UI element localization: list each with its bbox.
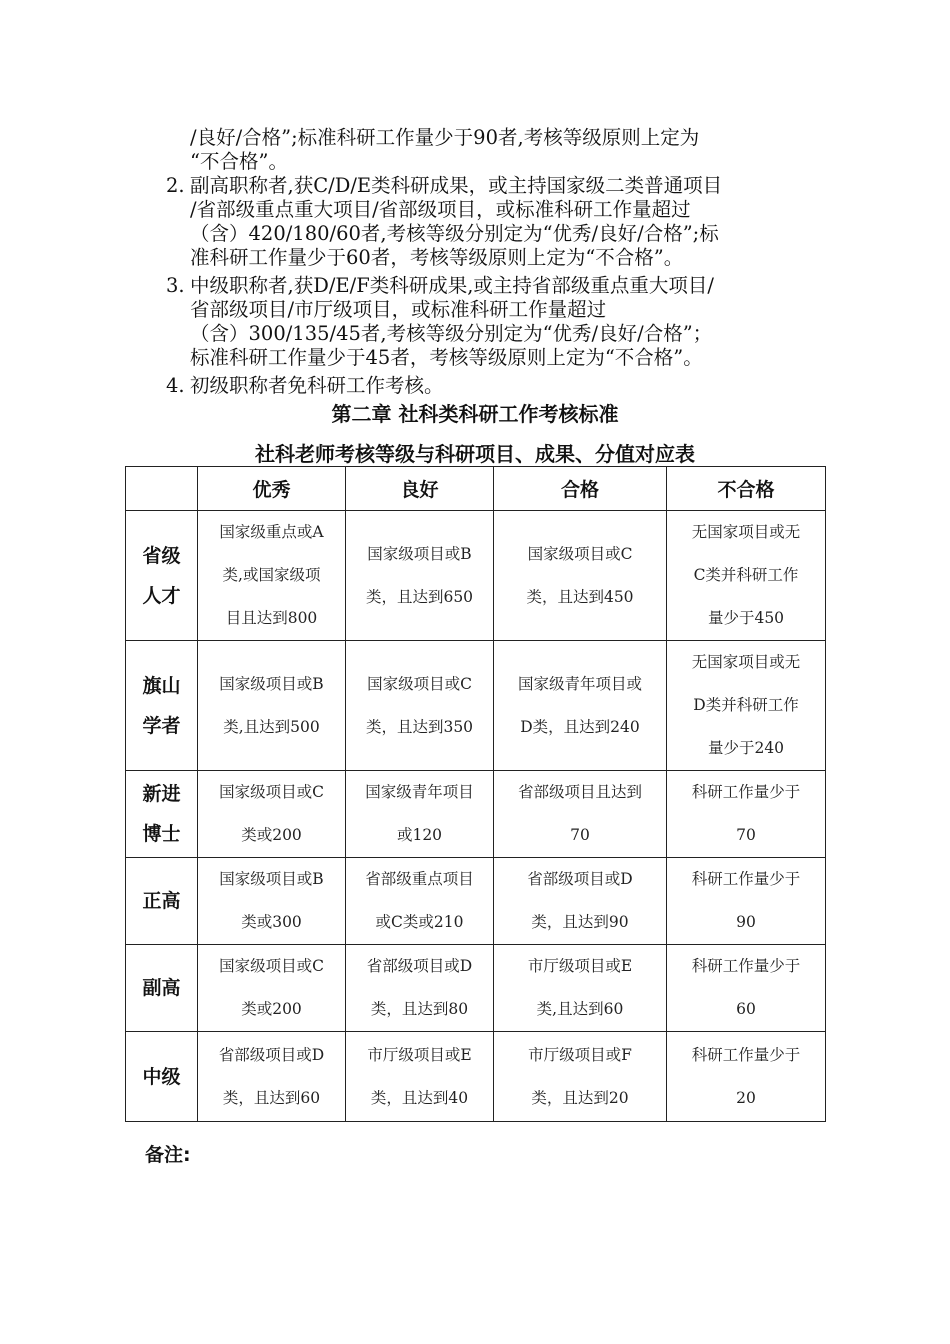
cell-line: 国家级重点或A	[219, 523, 324, 541]
table-cell	[667, 511, 826, 641]
cell-line: D类，且达到240	[520, 717, 640, 736]
cell-line: 类，且达到60	[222, 1088, 321, 1107]
list-line: /省部级重点重大项目/省部级项目，或标准科研工作量超过	[190, 198, 691, 221]
row-label-line: 省级	[142, 544, 181, 567]
table-cell	[494, 511, 667, 641]
header-cell: 合格	[494, 467, 667, 511]
table-cell	[494, 858, 667, 945]
cell-line: 类,且达到60	[536, 1000, 624, 1018]
table-cell	[198, 771, 346, 858]
cell-line: 目且达到800	[225, 609, 318, 627]
cell-line: 市厅级项目或E	[367, 1045, 472, 1064]
table-cell	[494, 771, 667, 858]
cell-line: 70	[736, 826, 756, 844]
note-label: 备注:	[145, 1144, 191, 1166]
header-cell: 不合格	[667, 467, 826, 511]
cell-line: 类，且达到650	[365, 587, 474, 606]
table-cell	[198, 641, 346, 771]
cell-line: 市厅级项目或F	[528, 1045, 632, 1064]
cell-line: 国家级青年项目	[365, 783, 474, 801]
table-row	[126, 641, 826, 771]
table-title: 社科老师考核等级与科研项目、成果、分值对应表	[255, 442, 695, 466]
cell-line: 类，且达到90	[531, 913, 629, 931]
continuation-line: “不合格”。	[190, 150, 288, 173]
cell-line: 量少于240	[707, 739, 785, 757]
cell-line: 90	[736, 913, 756, 931]
cell-line: 类，且达到450	[526, 587, 634, 606]
table-cell	[346, 641, 494, 771]
row-label-line: 博士	[142, 823, 181, 845]
cell-line: D类并科研工作	[693, 696, 799, 714]
cell-line: 省部级项目或D	[527, 870, 633, 888]
cell-line: 类或200	[241, 1000, 302, 1018]
cell-line: 省部级项目或D	[218, 1045, 325, 1064]
cell-line: 20	[736, 1088, 756, 1107]
row-label	[126, 771, 198, 858]
list-line: （含）420/180/60者,考核等级分别定为“优秀/良好/合格”;标	[190, 222, 719, 245]
row-label-line: 人才	[142, 584, 181, 607]
table-cell	[667, 771, 826, 858]
table-cell	[667, 641, 826, 771]
header-cell	[126, 467, 198, 511]
table-cell	[346, 511, 494, 641]
cell-line: 类，且达到350	[365, 717, 474, 736]
table-cell	[494, 641, 667, 771]
list-line: 中级职称者,获D/E/F类科研成果,或主持省部级重点重大项目/	[190, 274, 715, 297]
cell-line: 国家级青年项目或	[517, 674, 642, 693]
table-cell	[198, 858, 346, 945]
list-item-2	[166, 174, 810, 270]
cell-line: 无国家项目或无	[691, 523, 801, 541]
row-label-line: 副高	[142, 977, 181, 999]
cell-line: 量少于450	[707, 609, 785, 627]
cell-line: 类或300	[241, 913, 302, 931]
row-label-line: 中级	[142, 1065, 181, 1088]
cell-line: 国家级项目或C	[367, 674, 472, 693]
cell-line: 60	[736, 1000, 756, 1018]
row-label	[126, 641, 198, 771]
cell-line: 或C类或210	[375, 913, 464, 931]
row-label-line: 新进	[142, 783, 181, 805]
table-row	[126, 1032, 826, 1122]
header-cell: 优秀	[198, 467, 346, 511]
cell-line: 国家级项目或C	[527, 544, 633, 563]
cell-line: 70	[570, 826, 590, 844]
table-row	[126, 511, 826, 641]
table-cell	[198, 511, 346, 641]
cell-line: 国家级项目或C	[219, 783, 324, 801]
cell-line: 国家级项目或C	[219, 957, 324, 975]
table-cell	[494, 1032, 667, 1122]
cell-line: 科研工作量少于	[691, 783, 801, 801]
row-label	[126, 511, 198, 641]
cell-line: 无国家项目或无	[691, 653, 801, 671]
cell-line: 省部级项目或D	[366, 957, 473, 975]
cell-line: 国家级项目或B	[219, 674, 324, 693]
cell-line: 类，且达到20	[531, 1088, 629, 1107]
list-item-4	[166, 374, 810, 398]
cell-line: 国家级项目或B	[219, 870, 324, 888]
row-label-line: 正高	[142, 890, 181, 912]
cell-line: 类或200	[241, 826, 302, 844]
table-row	[126, 771, 826, 858]
cell-line: 科研工作量少于	[691, 1045, 801, 1064]
intro-continuation	[190, 126, 810, 174]
table-header-row	[126, 467, 826, 511]
table-cell	[198, 1032, 346, 1122]
row-label-line: 学者	[142, 714, 181, 737]
list-number: 4.	[166, 374, 185, 397]
table-cell	[198, 945, 346, 1032]
table-row	[126, 858, 826, 945]
list-item-3	[166, 274, 810, 370]
table-cell	[346, 771, 494, 858]
row-label-line: 旗山	[142, 674, 181, 697]
cell-line: 类,且达到500	[223, 717, 320, 736]
cell-line: 科研工作量少于	[691, 870, 801, 888]
table-cell	[667, 858, 826, 945]
list-line: （含）300/135/45者,考核等级分别定为“优秀/良好/合格”；	[190, 322, 713, 345]
row-label	[126, 945, 198, 1032]
chapter-title: 第二章 社科类科研工作考核标准	[331, 402, 619, 426]
list-line: 省部级项目/市厅级项目，或标准科研工作量超过	[190, 298, 607, 321]
cell-line: 或120	[396, 826, 443, 844]
continuation-line: /良好/合格”;标准科研工作量少于90者,考核等级原则上定为	[190, 126, 700, 149]
cell-line: 类，且达到80	[370, 1000, 469, 1018]
cell-line: 省部级重点项目	[365, 870, 474, 888]
list-number: 3.	[166, 274, 185, 297]
cell-line: 类,或国家级项	[222, 566, 321, 584]
list-line: 标准科研工作量少于45者，考核等级原则上定为“不合格”。	[190, 346, 703, 369]
cell-line: 类，且达到40	[370, 1088, 469, 1107]
table-cell	[346, 1032, 494, 1122]
table-cell	[494, 945, 667, 1032]
cell-line: C类并科研工作	[693, 566, 799, 584]
assessment-table	[125, 466, 826, 1122]
table-cell	[346, 945, 494, 1032]
table-cell	[667, 1032, 826, 1122]
cell-line: 科研工作量少于	[691, 957, 801, 975]
table-row	[126, 945, 826, 1032]
table-cell	[667, 945, 826, 1032]
row-label	[126, 858, 198, 945]
row-label	[126, 1032, 198, 1122]
list-line: 初级职称者免科研工作考核。	[190, 374, 444, 397]
table-cell	[346, 858, 494, 945]
list-line: 副高职称者,获C/D/E类科研成果，或主持国家级二类普通项目	[190, 174, 723, 197]
cell-line: 市厅级项目或E	[527, 957, 633, 975]
list-number: 2.	[166, 174, 185, 197]
cell-line: 省部级项目且达到	[517, 783, 642, 801]
list-line: 准科研工作量少于60者，考核等级原则上定为“不合格”。	[190, 246, 684, 269]
header-cell: 良好	[346, 467, 494, 511]
cell-line: 国家级项目或B	[367, 544, 472, 563]
